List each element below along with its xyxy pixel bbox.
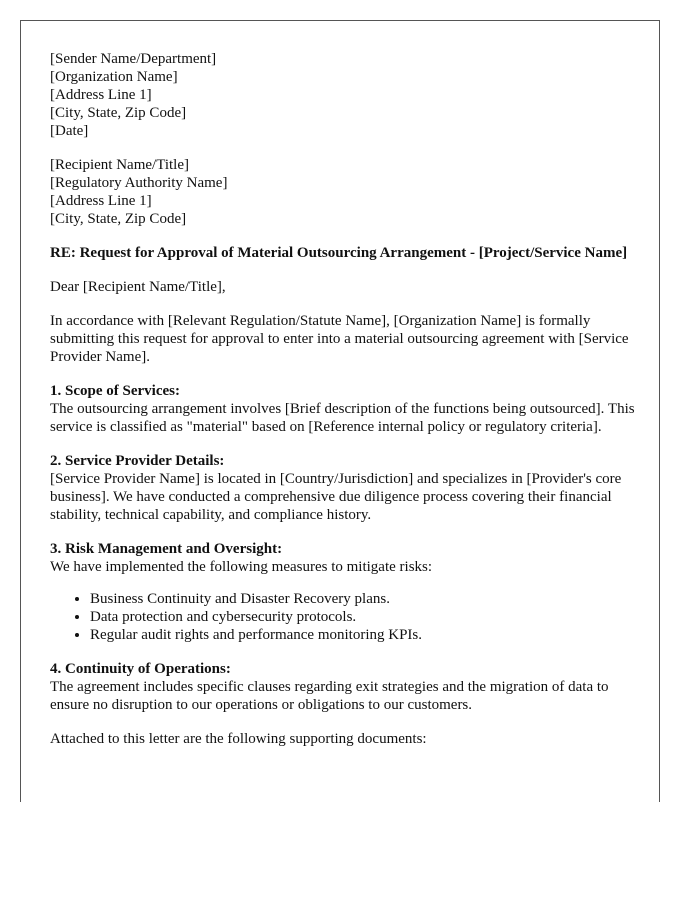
- sender-organization: [Organization Name]: [50, 69, 178, 85]
- section-body: [Service Provider Name] is located in [Country/Jurisdiction] and specializes in [Provider's core business]. We have conducted a comprehensive due diligence process covering their financial stability, technical capability, and compliance history.: [50, 471, 622, 523]
- recipient-authority: [Regulatory Authority Name]: [50, 175, 228, 191]
- intro-paragraph: In accordance with [Relevant Regulation/Statute Name], [Organization Name] is formally submitting this request for approval to enter into a material outsourcing agreement with [Service Provider Name].: [50, 313, 629, 365]
- section-heading: 2. Service Provider Details:: [50, 453, 225, 469]
- list-item: • Business Continuity and Disaster Recovery plans.: [90, 590, 640, 608]
- recipient-name: [Recipient Name/Title]: [50, 157, 189, 173]
- section-heading: 3. Risk Management and Oversight:: [50, 541, 283, 557]
- section-heading: 1. Scope of Services:: [50, 383, 180, 399]
- section-body: The outsourcing arrangement involves [Brief description of the functions being outsourced]. This service is classified as "material" based on [Reference internal policy or regulatory criteria].: [50, 401, 635, 435]
- sender-address-block: [50, 50, 640, 140]
- section-provider: [50, 452, 640, 524]
- section-risk-text: [50, 540, 640, 576]
- risk-measures-list: [50, 590, 640, 644]
- recipient-address-line: [Address Line 1]: [50, 193, 152, 209]
- section-continuity: [50, 660, 640, 714]
- letter-content: [50, 50, 640, 764]
- list-item: • Regular audit rights and performance monitoring KPIs.: [90, 626, 640, 644]
- attachments-intro: Attached to this letter are the following supporting documents:: [50, 731, 427, 747]
- section-risk: [50, 540, 640, 644]
- letter-page: [20, 20, 660, 802]
- sender-address-line: [Address Line 1]: [50, 87, 152, 103]
- sender-name: [Sender Name/Department]: [50, 51, 217, 67]
- section-heading: 4. Continuity of Operations:: [50, 661, 231, 677]
- section-body: The agreement includes specific clauses regarding exit strategies and the migration of data to ensure no disruption to our operations or obligations to our customers.: [50, 679, 609, 713]
- list-item: • Data protection and cybersecurity protocols.: [90, 608, 640, 626]
- salutation: Dear [Recipient Name/Title],: [50, 279, 226, 295]
- recipient-address-block: [50, 156, 640, 228]
- section-scope: [50, 382, 640, 436]
- sender-city-state-zip: [City, State, Zip Code]: [50, 105, 187, 121]
- recipient-city-state-zip: [City, State, Zip Code]: [50, 211, 187, 227]
- subject-line: RE: Request for Approval of Material Outsourcing Arrangement - [Project/Service Name]: [50, 245, 628, 261]
- letter-date: [Date]: [50, 123, 89, 139]
- section-body: We have implemented the following measures to mitigate risks:: [50, 559, 433, 575]
